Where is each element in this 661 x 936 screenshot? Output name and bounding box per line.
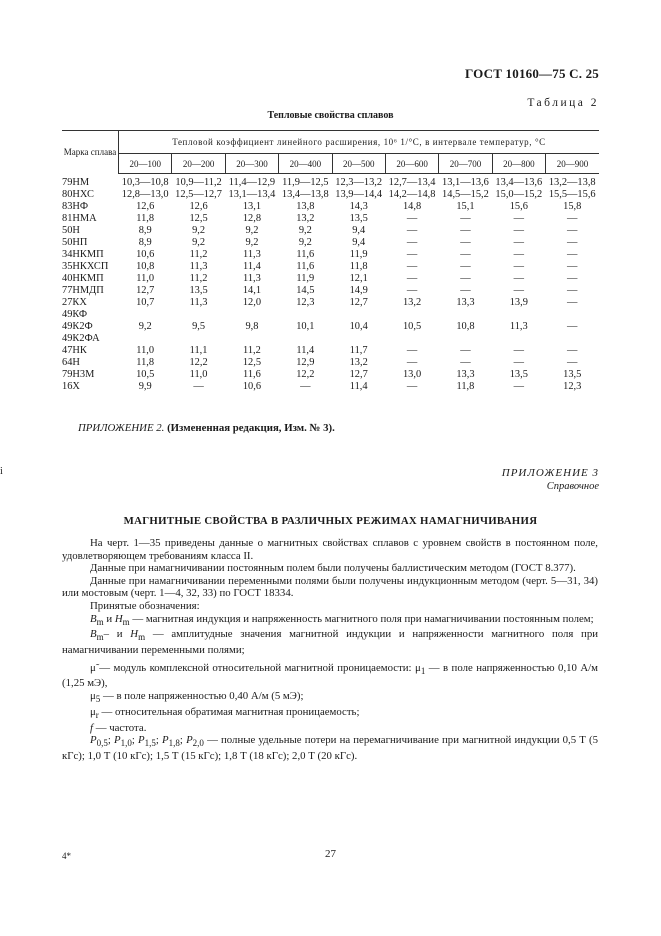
paragraph-2: Данные при намагничивании постоянным полем были получены баллистическим методом (ГОСТ 8.377). xyxy=(90,562,576,575)
table-row xyxy=(62,285,599,297)
alloy-name: 49К2ФА xyxy=(62,333,100,344)
table-cell: 12,5 xyxy=(242,357,262,368)
alloy-name: 16Х xyxy=(62,381,80,392)
table-cell: 9,2 xyxy=(245,225,259,236)
table-row xyxy=(62,309,599,321)
table-cell: — xyxy=(406,285,418,296)
table-cell: — xyxy=(513,273,524,284)
table-cell: — xyxy=(460,237,471,248)
table-cell xyxy=(225,333,278,345)
alloy-name: 49КФ xyxy=(62,309,88,320)
subscript-m: m xyxy=(96,632,104,643)
symbol-b: B xyxy=(90,628,97,641)
table-cell: 11,8 xyxy=(349,261,368,272)
table-cell: — xyxy=(567,285,578,296)
definition-text: — амплитудные значения магнитной индукции и напряженности магнитного поля при намагничивании переменными полями; xyxy=(62,628,599,657)
table-cell xyxy=(492,333,545,345)
table-cell: 9,4 xyxy=(352,225,366,236)
table-cell: 11,2 xyxy=(189,273,208,284)
table-cell xyxy=(439,333,492,345)
table-cell: 10,5 xyxy=(402,321,422,332)
definition-text: — модуль комплексной относительной магнитной проницаемости: xyxy=(99,661,412,674)
alloy-name: 35НКХСП xyxy=(62,261,109,272)
alloy-name: 79Н3М xyxy=(62,369,95,380)
margin-mark: i xyxy=(0,466,3,477)
table-cell xyxy=(172,333,225,345)
table-cell: 11,1 xyxy=(189,345,208,356)
definition-text: — полные удельные потери на перемагничивание при магнитной индукции 0,5 Т (5 кГс); 1,0 Т (10 кГс); 1,5 Т (15 кГс); 1,8 Т (18 кГс); 2,0 Т (20 кГс). xyxy=(62,734,599,762)
table-row xyxy=(62,369,599,381)
subscript-1: 1 xyxy=(420,665,426,676)
subscript-1-0: 1,0 xyxy=(120,738,132,749)
separator: ; xyxy=(155,734,159,747)
table-cell: — xyxy=(567,357,578,368)
symbol-b: B xyxy=(90,612,97,625)
table-cell: 11,8 xyxy=(456,381,475,392)
table-cell: 9,9 xyxy=(138,381,152,392)
table-cell: 11,0 xyxy=(136,345,155,356)
table-cell: — xyxy=(460,273,471,284)
paragraph-1: На черт. 1—35 приведены данные о магнитных свойствах сплавов с уровнем свойств в постоянном поле, удовлетворяющем требованиям класса II. xyxy=(62,537,598,562)
alloy-name: 79НМ xyxy=(62,176,90,188)
appendix-3-reference-type: Справочное xyxy=(546,481,599,492)
column-header-range: 20—600 xyxy=(385,154,438,174)
table-cell: 11,6 xyxy=(296,261,315,272)
definition-text: — в поле напряженностью 0,10 А/м (1,25 мЭ), xyxy=(62,661,599,690)
alloy-name: 81НМА xyxy=(62,213,97,224)
table-cell: 10,7 xyxy=(136,297,155,308)
footer-mark: 4* xyxy=(62,851,71,861)
table-cell: — xyxy=(460,357,471,368)
table-row xyxy=(62,381,599,393)
alloy-name: 77НМДП xyxy=(62,285,104,296)
column-header-range: 20—500 xyxy=(332,154,385,174)
table-cell: — xyxy=(567,321,578,332)
definition-text: — в поле напряженностью 0,40 А/м (5 мЭ); xyxy=(103,690,304,702)
table-cell: 12,6 xyxy=(136,201,155,212)
table-cell: — xyxy=(513,285,524,296)
definition-bm-hm-amplitude xyxy=(62,628,598,656)
table-cell: 13,2 xyxy=(296,213,315,224)
table-row xyxy=(62,213,599,225)
alloy-name: 50Н xyxy=(62,225,80,236)
table-cell: 9,2 xyxy=(298,237,312,248)
table-cell: — xyxy=(460,261,471,272)
paragraph-3: Данные при намагничивании переменными полями были получены индукционным методом (черт. 5—31, 34) или мостовым (черт. 1—4, 32, 33) по ГОСТ 18334. xyxy=(62,574,598,600)
subscript-1-8: 1,8 xyxy=(168,738,180,749)
table-cell: 9,2 xyxy=(192,225,206,236)
table-cell: 10,6 xyxy=(242,381,262,392)
table-cell: — xyxy=(513,381,524,392)
table-row xyxy=(62,297,599,309)
page-number: 27 xyxy=(325,848,336,860)
table-cell: — xyxy=(460,225,471,236)
table-cell: 13,5 xyxy=(563,369,582,380)
table-cell: 12,3 xyxy=(563,381,582,392)
table-cell xyxy=(385,309,438,321)
table-row xyxy=(62,345,599,357)
table-cell: 12,5—12,7 xyxy=(175,189,222,200)
table-cell: 11,2 xyxy=(189,249,208,260)
table-cell: — xyxy=(406,225,418,236)
table-cell xyxy=(439,309,492,321)
column-header-range: 20—800 xyxy=(492,154,545,174)
table-number-label: Таблица 2 xyxy=(527,97,599,109)
column-header-range: 20—700 xyxy=(439,154,492,174)
table-cell: — xyxy=(513,237,524,248)
symbol-p: P xyxy=(186,734,193,747)
conjunction: и xyxy=(116,628,123,641)
definition-mu-r xyxy=(62,706,598,722)
table-cell: 15,0—15,2 xyxy=(495,189,543,200)
table-cell: — xyxy=(406,213,418,224)
definition-text: — относительная обратимая магнитная проницаемость; xyxy=(101,705,360,718)
table-cell xyxy=(385,333,438,345)
alloy-name: 40НКМП xyxy=(62,273,104,284)
separator: ; xyxy=(131,734,135,747)
table-cell: 10,1 xyxy=(296,321,315,332)
dash: – xyxy=(103,628,110,641)
table-row xyxy=(62,189,599,201)
table-cell: — xyxy=(567,345,578,356)
table-cell: 12,0 xyxy=(242,297,262,308)
table-cell: 11,9 xyxy=(296,273,315,284)
symbol-f: f xyxy=(90,721,93,734)
table-cell: 13,9—14,4 xyxy=(335,189,383,200)
table-cell: 9,8 xyxy=(245,321,259,332)
table-cell: 11,3 xyxy=(243,249,261,260)
symbol-mu-tilde: μ̃ xyxy=(90,661,96,674)
table-cell: — xyxy=(460,285,471,296)
table-cell: 15,8 xyxy=(563,201,582,212)
table-cell: — xyxy=(567,237,578,248)
table-cell: 10,9—11,2 xyxy=(175,177,222,188)
table-cell: 11,2 xyxy=(243,345,261,356)
table-cell: 12,8 xyxy=(242,213,262,224)
table-cell: 14,9 xyxy=(349,285,368,296)
table-cell: 10,5 xyxy=(136,369,155,380)
table-cell: 11,3 xyxy=(243,273,261,284)
table-cell: — xyxy=(567,213,578,224)
table-cell: 15,5—15,6 xyxy=(548,189,596,200)
definition-mu5 xyxy=(62,690,598,706)
table-cell: — xyxy=(567,249,578,260)
table-cell: 11,7 xyxy=(349,345,368,356)
table-cell: 11,0 xyxy=(189,369,208,380)
table-row xyxy=(62,333,599,345)
table-cell: 9,4 xyxy=(352,237,366,248)
table-cell: 13,9 xyxy=(509,297,528,308)
alloy-name: 64Н xyxy=(62,357,80,368)
table-cell: — xyxy=(406,357,418,368)
table-row xyxy=(62,249,599,261)
table-cell: 13,2—13,8 xyxy=(548,177,596,188)
table-cell: 12,7—13,4 xyxy=(388,177,436,188)
separator: ; xyxy=(179,734,183,747)
table-cell: 12,6 xyxy=(189,201,208,212)
column-header-coefficient: Тепловой коэффициент линейного расширения, 10⁶ 1/°С, в интервале температур, °С xyxy=(119,131,600,154)
thermal-properties-table xyxy=(62,130,599,393)
table-cell: 13,3 xyxy=(456,297,475,308)
table-cell: 9,2 xyxy=(192,237,206,248)
table-row xyxy=(62,261,599,273)
table-cell: 10,4 xyxy=(349,321,368,332)
table-cell: 13,1—13,4 xyxy=(228,189,276,200)
table-cell: 13,1—13,6 xyxy=(442,177,489,188)
table-cell: 11,6 xyxy=(296,249,315,260)
table-cell: — xyxy=(406,237,418,248)
table-cell: — xyxy=(406,273,418,284)
table-title: Тепловые свойства сплавов xyxy=(267,110,394,121)
subscript-1-5: 1,5 xyxy=(144,738,156,749)
alloy-name: 27КХ xyxy=(62,297,87,308)
alloy-name: 34НКМП xyxy=(62,249,104,260)
table-cell: 13,4—13,6 xyxy=(495,177,543,188)
table-cell: — xyxy=(513,213,524,224)
definition-text: — частота. xyxy=(95,721,147,734)
table-cell: 12,3—13,2 xyxy=(335,177,383,188)
table-cell: 11,3 xyxy=(189,261,208,272)
table-cell: 13,3 xyxy=(456,369,475,380)
subscript-2-0: 2,0 xyxy=(192,738,204,749)
table-cell: 8,9 xyxy=(138,225,152,236)
table-row xyxy=(62,273,599,285)
table-cell: 10,3—10,8 xyxy=(121,177,169,188)
table-cell: — xyxy=(567,225,578,236)
table-cell: 11,3 xyxy=(509,321,528,332)
table-cell: 12,1 xyxy=(349,273,368,284)
table-cell: 14,5 xyxy=(296,285,315,296)
appendix-2-note xyxy=(78,422,335,434)
table-cell: 12,2 xyxy=(189,357,208,368)
table-cell: — xyxy=(406,249,418,260)
table-cell: — xyxy=(567,273,578,284)
subscript-0-5: 0,5 xyxy=(96,738,108,749)
section-title: МАГНИТНЫЕ СВОЙСТВА В РАЗЛИЧНЫХ РЕЖИМАХ НАМАГНИЧИВАНИЯ xyxy=(123,515,538,527)
symbol-h: H xyxy=(114,612,123,625)
table-cell: 12,2 xyxy=(296,369,315,380)
appendix-2-amendment: (Измененная редакция, Изм. № 3). xyxy=(167,422,335,434)
table-cell: 13,8 xyxy=(296,201,315,212)
table-cell: 12,5 xyxy=(189,213,208,224)
subscript-m: m xyxy=(138,632,146,643)
symbol-p: P xyxy=(138,734,145,747)
table-cell: 11,4—12,9 xyxy=(228,177,276,188)
table-cell: 11,6 xyxy=(243,369,261,380)
symbol-mu: μ xyxy=(90,705,96,718)
table-row xyxy=(62,174,599,190)
symbol-p: P xyxy=(162,734,169,747)
table-cell: 11,4 xyxy=(243,261,261,272)
table-row xyxy=(62,225,599,237)
table-cell: 15,1 xyxy=(456,201,475,212)
document-header: ГОСТ 10160—75 С. 25 xyxy=(465,66,599,81)
table-cell: 14,8 xyxy=(402,201,422,212)
table-cell: 13,5 xyxy=(189,285,208,296)
table-row xyxy=(62,237,599,249)
table-cell: 12,7 xyxy=(136,285,155,296)
table-cell: 13,5 xyxy=(349,213,368,224)
alloy-name: 83НФ xyxy=(62,201,89,212)
definition-mu-complex xyxy=(62,662,598,690)
table-cell: 12,8—13,0 xyxy=(121,189,169,200)
table-cell: — xyxy=(567,297,578,308)
paragraph-4: Принятые обозначения: xyxy=(90,599,200,612)
table-cell: 11,4 xyxy=(296,345,315,356)
table-cell: 13,4—13,8 xyxy=(281,189,329,200)
subscript-r: r xyxy=(95,709,99,720)
symbol-mu: μ xyxy=(415,661,421,674)
table-cell: 10,8 xyxy=(136,261,155,272)
table-cell: 12,7 xyxy=(349,369,368,380)
table-cell: — xyxy=(406,381,418,392)
table-cell: — xyxy=(193,381,204,392)
table-cell: 14,2—14,8 xyxy=(388,189,436,200)
table-cell: 10,8 xyxy=(456,321,475,332)
table-cell: 11,4 xyxy=(349,381,368,392)
table-cell xyxy=(279,333,332,345)
column-header-marka: Марка сплава xyxy=(62,131,119,174)
table-cell: 13,2 xyxy=(402,297,422,308)
table-cell: 9,2 xyxy=(298,225,312,236)
table-cell: 9,2 xyxy=(138,321,152,332)
table-cell xyxy=(119,333,172,345)
table-row xyxy=(62,357,599,369)
definition-bm-hm xyxy=(62,613,598,629)
table-cell: 8,9 xyxy=(138,237,152,248)
definition-text: — магнитная индукция и напряженность магнитного поля при намагничивании постоянным полем; xyxy=(132,612,594,625)
table-cell: 11,8 xyxy=(136,213,155,224)
table-row xyxy=(62,201,599,213)
table-cell: — xyxy=(460,345,471,356)
table-cell: — xyxy=(567,261,578,272)
subscript-m: m xyxy=(96,616,104,627)
table-row xyxy=(62,321,599,333)
subscript-m: m xyxy=(122,616,130,627)
table-cell: 11,8 xyxy=(136,357,155,368)
table-cell: — xyxy=(513,357,524,368)
definition-losses xyxy=(62,734,598,762)
alloy-name: 49К2Ф xyxy=(62,321,93,332)
table-cell: 13,2 xyxy=(349,357,368,368)
table-cell: — xyxy=(460,213,471,224)
table-cell xyxy=(332,309,385,321)
table-cell: 11,9 xyxy=(349,249,368,260)
table-cell: — xyxy=(513,225,524,236)
table-cell: 11,9—12,5 xyxy=(282,177,329,188)
conjunction: и xyxy=(106,612,113,625)
symbol-p: P xyxy=(114,734,121,747)
column-header-range: 20—900 xyxy=(546,154,600,174)
column-header-range: 20—400 xyxy=(279,154,332,174)
column-header-range: 20—300 xyxy=(225,154,278,174)
table-cell: 13,0 xyxy=(402,369,422,380)
table-cell: 12,3 xyxy=(296,297,315,308)
separator: ; xyxy=(107,734,111,747)
subscript-5: 5 xyxy=(95,694,101,705)
table-cell: 10,6 xyxy=(136,249,155,260)
symbol-h: H xyxy=(130,628,139,641)
table-cell: 14,5—15,2 xyxy=(442,189,489,200)
table-cell: 14,3 xyxy=(349,201,368,212)
table-cell xyxy=(119,309,172,321)
table-cell: — xyxy=(513,345,524,356)
symbol-mu: μ xyxy=(90,690,96,702)
appendix-3-label: ПРИЛОЖЕНИЕ 3 xyxy=(501,467,599,479)
table-cell: 9,2 xyxy=(245,237,259,248)
table-cell xyxy=(172,309,225,321)
table-cell: 13,5 xyxy=(509,369,528,380)
table-cell xyxy=(546,333,600,345)
alloy-name: 47НК xyxy=(62,345,87,356)
table-cell: 14,1 xyxy=(242,285,262,296)
table-cell: — xyxy=(513,261,524,272)
symbol-p: P xyxy=(90,734,97,747)
table-cell: 11,3 xyxy=(189,297,208,308)
table-cell xyxy=(225,309,278,321)
appendix-2-label: ПРИЛОЖЕНИЕ 2. xyxy=(78,422,165,434)
table-cell: — xyxy=(300,381,311,392)
definition-frequency xyxy=(62,722,598,735)
table-cell: — xyxy=(406,261,418,272)
body-text xyxy=(62,537,598,762)
table-cell: 15,6 xyxy=(509,201,528,212)
table-cell: 9,5 xyxy=(192,321,206,332)
column-header-range: 20—100 xyxy=(119,154,172,174)
alloy-name: 50НП xyxy=(62,237,88,248)
table-cell: 13,1 xyxy=(242,201,262,212)
table-cell: 12,7 xyxy=(349,297,368,308)
table-cell xyxy=(332,333,385,345)
table-cell xyxy=(279,309,332,321)
table-cell xyxy=(492,309,545,321)
table-cell: 12,9 xyxy=(296,357,315,368)
table-cell: — xyxy=(406,345,418,356)
table-cell: 11,0 xyxy=(136,273,155,284)
table-cell xyxy=(546,309,600,321)
table-cell: — xyxy=(460,249,471,260)
column-header-range: 20—200 xyxy=(172,154,225,174)
alloy-name: 80НХС xyxy=(62,189,94,200)
table-cell: — xyxy=(513,249,524,260)
